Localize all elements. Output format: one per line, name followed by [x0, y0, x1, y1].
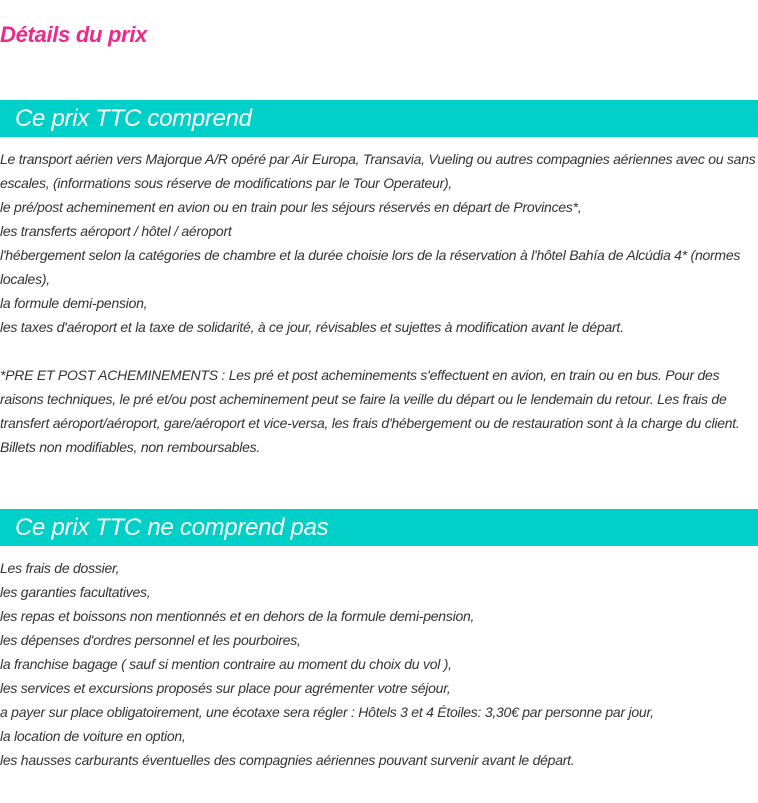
excluded-item: les dépenses d'ordres personnel et les pourboires,	[0, 632, 301, 648]
included-item: le pré/post acheminement en avion ou en train pour les séjours réservés en départ de Provinces*,	[0, 199, 582, 215]
included-item: la formule demi-pension,	[0, 295, 148, 311]
included-section-body	[0, 147, 756, 459]
included-item: Le transport aérien vers Majorque A/R opéré par Air Europa, Transavia, Vueling ou autres compagnies aériennes avec ou sans escales, (informations sous réserve de modifications par le Tour Operateur),	[0, 151, 756, 191]
included-section-header: Ce prix TTC comprend	[0, 100, 758, 137]
excluded-item: a payer sur place obligatoirement, une écotaxe sera régler : Hôtels 3 et 4 Étoiles: 3,30€ par personne par jour,	[0, 704, 654, 720]
included-item: les taxes d'aéroport et la taxe de solidarité, à ce jour, révisables et sujettes à modification avant le départ.	[0, 319, 624, 335]
excluded-item: les repas et boissons non mentionnés et en dehors de la formule demi-pension,	[0, 608, 475, 624]
acheminement-note: *PRE ET POST ACHEMINEMENTS : Les pré et post acheminements s'effectuent en avion, en train ou en bus. Pour des raisons techniques, le pré et/ou post acheminement peut se faire la veille du départ ou le lendemain du retour. Les frais de transfert aéroport/aéroport, gare/aéroport et vice-versa, les frais d'hébergement ou de restauration sont à la charge du client. Billets non modifiables, non remboursables.	[0, 367, 740, 455]
excluded-item: les hausses carburants éventuelles des compagnies aériennes pouvant survenir avant le départ.	[0, 752, 575, 768]
page-title: Détails du prix	[0, 22, 148, 47]
included-item: les transferts aéroport / hôtel / aéroport	[0, 223, 232, 239]
excluded-section-header: Ce prix TTC ne comprend pas	[0, 509, 758, 546]
excluded-item: les garanties facultatives,	[0, 584, 151, 600]
excluded-item: la franchise bagage ( sauf si mention contraire au moment du choix du vol ),	[0, 656, 452, 672]
included-item: l'hébergement selon la catégories de chambre et la durée choisie lors de la réservation à l'hôtel Bahía de Alcúdia 4* (normes locales),	[0, 247, 741, 287]
excluded-item: Les frais de dossier,	[0, 560, 120, 576]
excluded-item: les services et excursions proposés sur place pour agrémenter votre séjour,	[0, 680, 451, 696]
spacer	[0, 339, 756, 363]
excluded-item: la location de voiture en option,	[0, 728, 186, 744]
excluded-section-body	[0, 556, 756, 772]
